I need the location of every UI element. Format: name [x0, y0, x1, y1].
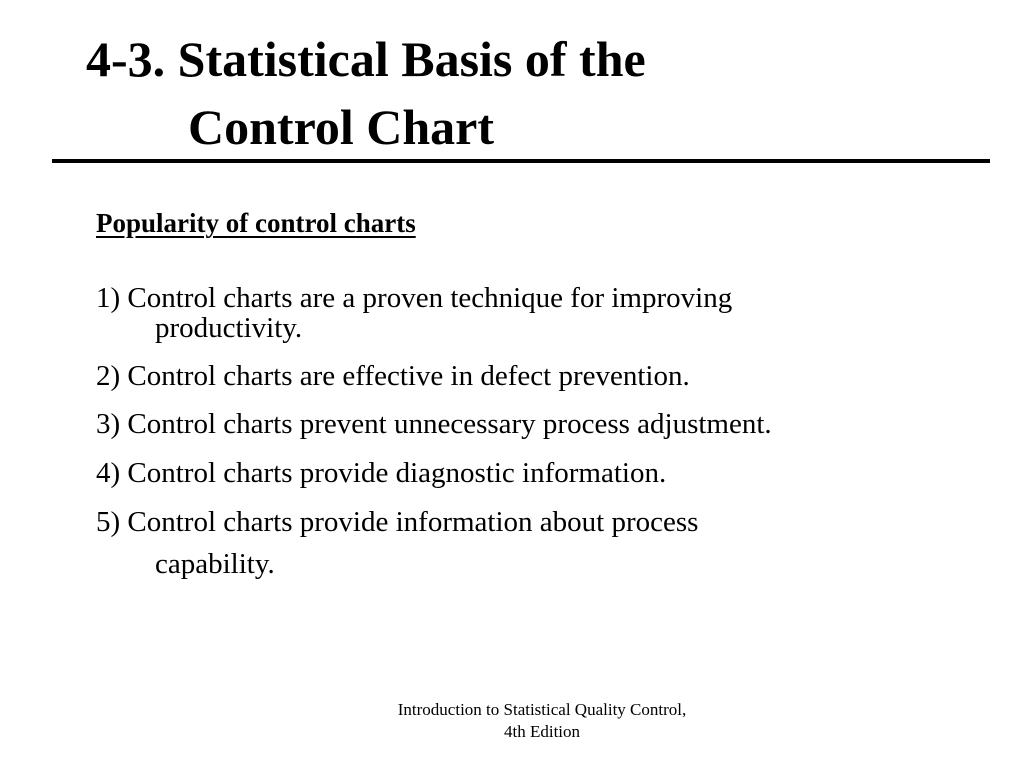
- list-item-text: 1) Control charts are a proven technique for improving: [96, 282, 733, 314]
- slide-footer: [340, 699, 744, 743]
- list-item: [96, 458, 666, 488]
- title-divider: [52, 159, 990, 163]
- list-item: [96, 283, 732, 343]
- list-item-text: 3) Control charts prevent unnecessary process adjustment.: [96, 408, 772, 440]
- footer-line-2: 4th Edition: [503, 722, 581, 741]
- list-item: [96, 409, 772, 439]
- list-item: [96, 507, 698, 579]
- section-subheading: Popularity of control charts: [96, 208, 416, 238]
- list-item-continuation: capability.: [155, 548, 275, 580]
- footer-line-1: Introduction to Statistical Quality Control,: [397, 700, 687, 719]
- list-item-text: 5) Control charts provide information about process: [96, 506, 699, 538]
- list-item-text: 4) Control charts provide diagnostic information.: [96, 457, 667, 489]
- list-item-continuation: productivity.: [155, 312, 303, 344]
- list-item-text: 2) Control charts are effective in defect prevention.: [96, 360, 690, 392]
- list-item: [96, 361, 690, 391]
- slide-title-line-2: Control Chart: [188, 99, 495, 155]
- slide-title-line-1: 4-3. Statistical Basis of the: [86, 31, 646, 87]
